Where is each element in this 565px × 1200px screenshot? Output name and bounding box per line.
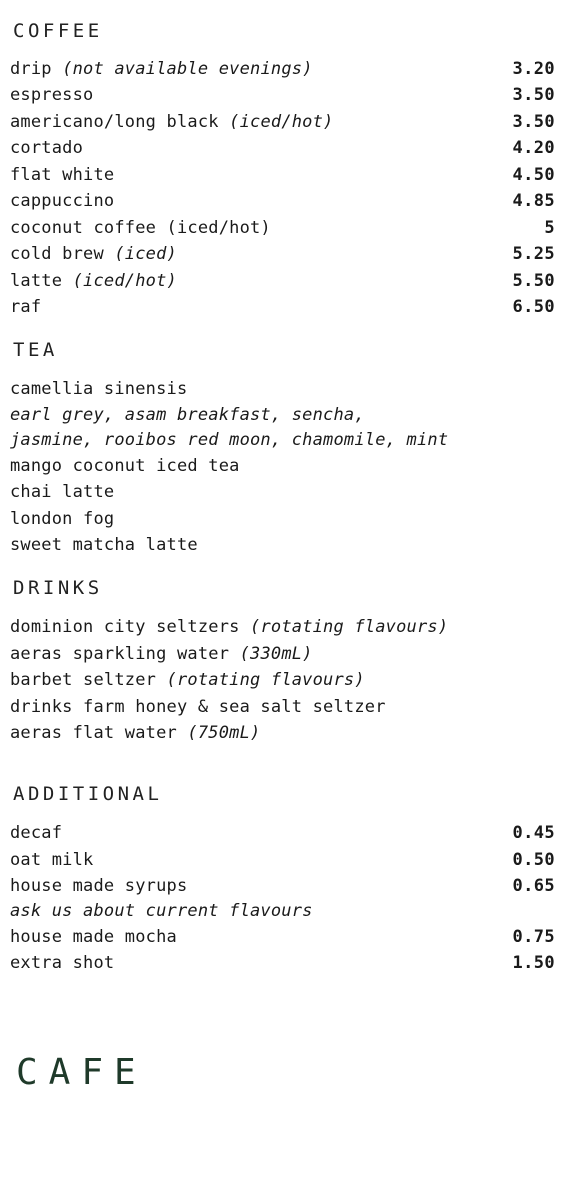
item-name: latte [10,271,63,291]
item-note: (iced/hot) [229,112,334,132]
item-price: 5 [544,218,555,238]
menu-item [10,217,555,239]
cafe-title: CAFE [16,1052,147,1093]
menu-item: mango coconut iced tea [10,456,240,476]
menu-item [10,669,365,691]
menu-item [10,164,555,186]
item-note: (rotating flavours) [166,670,365,690]
item-name: cappuccino [10,191,115,211]
item-name: decaf [10,823,63,843]
item-price: 6.50 [512,297,555,317]
item-name: coconut coffee (iced/hot) [10,218,271,238]
section-heading-tea: TEA [13,339,58,361]
item-note: (750mL) [187,723,261,743]
item-name: espresso [10,85,94,105]
item-price: 0.45 [512,823,555,843]
menu-item [10,952,555,974]
menu-item [10,58,555,80]
menu-item [10,616,448,638]
item-price: 3.50 [512,85,555,105]
item-name: dominion city seltzers [10,617,240,637]
menu-item [10,190,555,212]
item-price: 3.20 [512,59,555,79]
menu-item [10,296,555,318]
menu-item [10,875,555,897]
item-price: 4.20 [512,138,555,158]
item-name: house made mocha [10,927,177,947]
section-heading-additional: ADDITIONAL [13,783,163,805]
item-price: 1.50 [512,953,555,973]
menu-item [10,926,555,948]
item-note: (iced/hot) [72,271,177,291]
section-heading-drinks: DRINKS [13,577,103,599]
item-note: (iced) [114,244,177,264]
item-name: extra shot [10,953,115,973]
menu-item: chai latte [10,482,115,502]
menu-item [10,849,555,871]
syrups-flavours-note: ask us about current flavours [10,901,313,921]
item-name: aeras flat water [10,723,177,743]
menu-item [10,722,260,744]
item-note: (not available evenings) [62,59,313,79]
item-name: aeras sparkling water [10,644,230,664]
tea-varieties-note: earl grey, asam breakfast, sencha, [10,405,365,425]
item-price: 0.65 [512,876,555,896]
menu-item: camellia sinensis [10,379,188,399]
item-price: 5.50 [512,271,555,291]
menu-item [10,643,313,665]
menu-item [10,696,386,718]
item-note: (330mL) [239,644,313,664]
item-name: cold brew [10,244,104,264]
section-heading-coffee: COFFEE [13,20,103,42]
item-name: americano/long black [10,112,219,132]
item-price: 0.75 [512,927,555,947]
menu-item [10,270,555,292]
item-name: flat white [10,165,115,185]
item-name: oat milk [10,850,94,870]
item-price: 5.25 [512,244,555,264]
item-price: 3.50 [512,112,555,132]
item-name: house made syrups [10,876,188,896]
menu-item [10,84,555,106]
menu-item [10,822,555,844]
item-name: drip [10,59,52,79]
menu-item: sweet matcha latte [10,535,198,555]
item-price: 4.85 [512,191,555,211]
item-name: drinks farm honey & sea salt seltzer [10,697,386,717]
menu-item: london fog [10,509,115,529]
item-note: (rotating flavours) [250,617,449,637]
tea-varieties-note: jasmine, rooibos red moon, chamomile, mint [10,430,449,450]
item-name: cortado [10,138,84,158]
item-name: raf [10,297,42,317]
item-price: 0.50 [512,850,555,870]
item-name: barbet seltzer [10,670,157,690]
menu-item [10,111,555,133]
menu-item [10,137,555,159]
menu-item [10,243,555,265]
item-price: 4.50 [512,165,555,185]
